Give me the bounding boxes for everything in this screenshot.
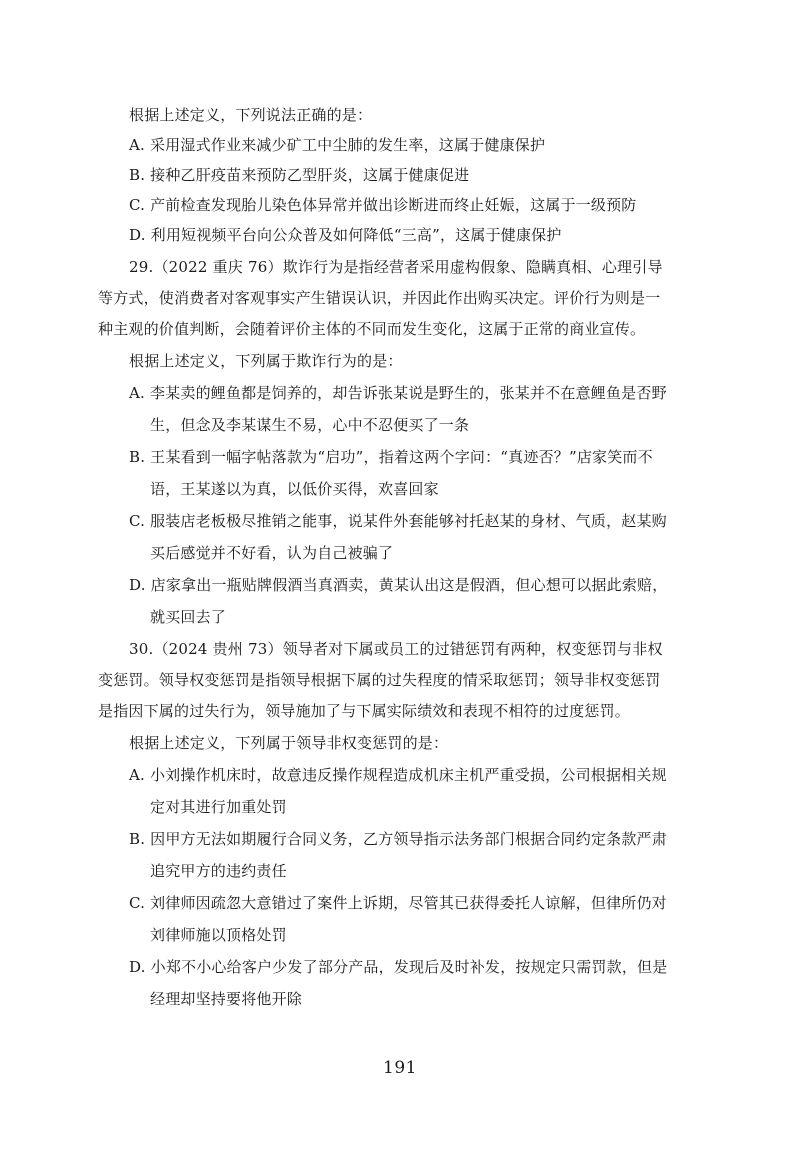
q28-option-b: B. 接种乙肝疫苗来预防乙型肝炎，这属于健康促进 xyxy=(129,166,470,184)
q29-stem-line-3: 种主观的价值判断，会随着评价主体的不同而发生变化，这属于正常的商业宣传。 xyxy=(98,320,646,338)
q30-option-c-cont: 刘律师施以顶格处罚 xyxy=(150,926,287,944)
q30-stem-line-2: 变惩罚。领导权变惩罚是指领导根据下属的过失程度的情采取惩罚；领导非权变惩罚 xyxy=(98,671,661,689)
q28-option-a: A. 采用湿式作业来减少矿工中尘肺的发生率，这属于健康保护 xyxy=(129,136,546,154)
q30-option-a-cont: 定对其进行加重处罚 xyxy=(150,798,287,816)
q29-option-a: A. 李某卖的鲤鱼都是饲养的，却告诉张某说是野生的，张某并不在意鲤鱼是否野 xyxy=(129,384,667,402)
q29-option-c: C. 服装店老板极尽推销之能事，说某件外套能够衬托赵某的身材、气质，赵某购 xyxy=(129,512,667,530)
q30-option-b-cont: 追究甲方的违约责任 xyxy=(150,862,287,880)
q30-stem-line-1: 30.（2024 贵州 73）领导者对下属或员工的过错惩罚有两种，权变惩罚与非权 xyxy=(129,640,663,658)
q29-stem-line-2: 等方式，使消费者对客观事实产生错误认识，并因此作出购买决定。评价行为则是一 xyxy=(98,289,661,307)
q29-option-c-cont: 买后感觉并不好看，认为自己被骗了 xyxy=(150,544,394,562)
q28-option-c: C. 产前检查发现胎儿染色体异常并做出诊断进而终止妊娠，这属于一级预防 xyxy=(129,196,637,214)
q29-option-b: B. 王某看到一幅字帖落款为“启功”，指着这两个字问：“真迹否？”店家笑而不 xyxy=(129,448,653,466)
q30-option-b: B. 因甲方无法如期履行合同义务，乙方领导指示法务部门根据合同约定条款严肃 xyxy=(129,830,667,848)
q30-option-c: C. 刘律师因疏忽大意错过了案件上诉期，尽管其已获得委托人谅解，但律所仍对 xyxy=(129,894,667,912)
q29-option-d-cont: 就买回去了 xyxy=(150,608,227,626)
q29-stem-line-1: 29.（2022 重庆 76）欺诈行为是指经营者采用虚构假象、隐瞒真相、心理引导 xyxy=(129,258,663,276)
q30-stem-line-3: 是指因下属的过失行为，领导施加了与下属实际绩效和表现不相符的过度惩罚。 xyxy=(98,702,631,720)
q28-option-d: D. 利用短视频平台向公众普及如何降低“三高”，这属于健康保护 xyxy=(129,226,562,244)
q30-option-a: A. 小刘操作机床时，故意违反操作规程造成机床主机严重受损，公司根据相关规 xyxy=(129,766,667,784)
q30-option-d-cont: 经理却坚持要将他开除 xyxy=(150,990,303,1008)
q29-lead: 根据上述定义，下列属于欺诈行为的是： xyxy=(129,352,403,370)
q29-option-a-cont: 生，但念及李某谋生不易，心中不忍便买了一条 xyxy=(150,416,470,434)
q30-lead: 根据上述定义，下列属于领导非权变惩罚的是： xyxy=(129,734,449,752)
q29-option-b-cont: 语，王某遂以为真，以低价买得，欢喜回家 xyxy=(150,480,439,498)
q28-lead: 根据上述定义，下列说法正确的是： xyxy=(129,106,373,124)
q30-option-d: D. 小郑不小心给客户少发了部分产品，发现后及时补发，按规定只需罚款，但是 xyxy=(129,958,668,976)
q29-option-d: D. 店家拿出一瓶贴牌假酒当真酒卖，黄某认出这是假酒，但心想可以据此索赔， xyxy=(129,576,668,594)
page-number: 191 xyxy=(383,1058,417,1078)
